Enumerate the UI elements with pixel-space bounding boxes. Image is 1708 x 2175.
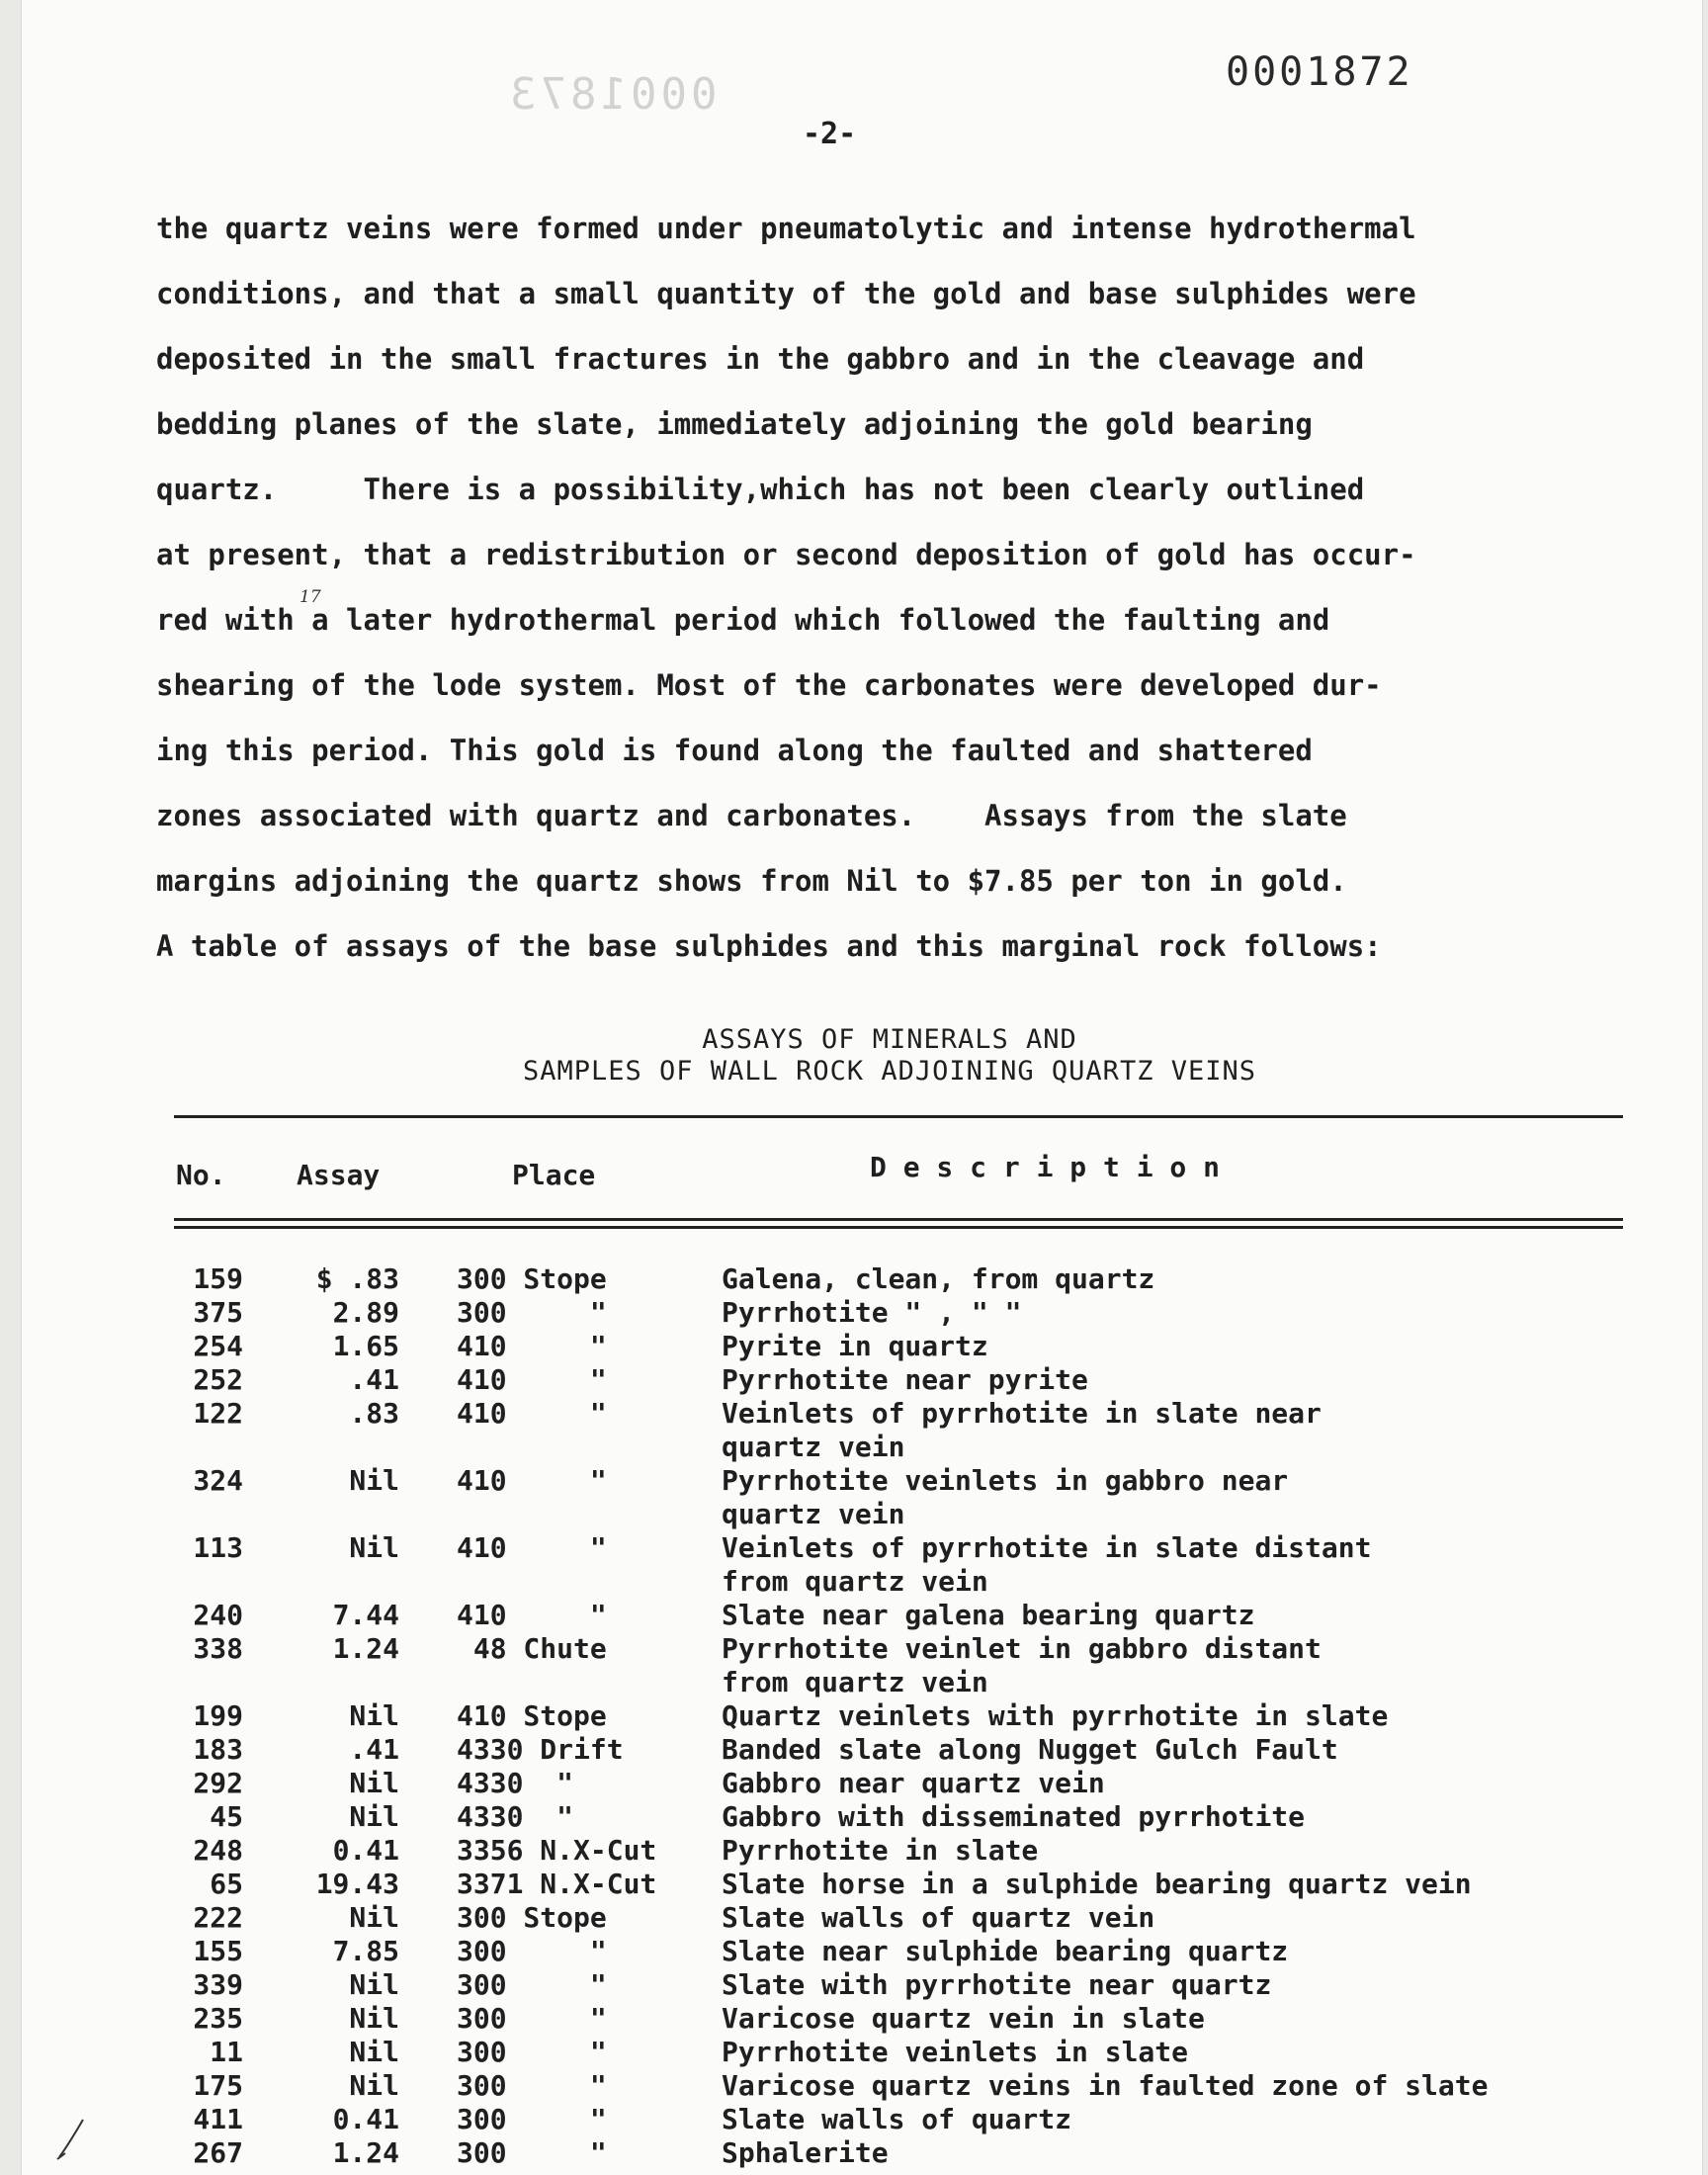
- cell-assay: Nil: [349, 1901, 399, 1934]
- table-row: [174, 1733, 1676, 1767]
- cell-place: 410 ": [457, 1531, 607, 1564]
- description-line: Pyrrhotite " , " ": [722, 1296, 1022, 1329]
- cell-place: 3356 N.X-Cut: [457, 1834, 657, 1867]
- cell-place: 300 ": [457, 2069, 607, 2102]
- cell-description: [722, 1632, 1641, 1699]
- cell-description: [722, 1901, 1641, 1935]
- description-line: Quartz veinlets with pyrrhotite in slate: [722, 1699, 1389, 1732]
- table-title-line-2: SAMPLES OF WALL ROCK ADJOINING QUARTZ VEINS: [523, 1056, 1256, 1087]
- paragraph-line: at present, that a redistribution or second deposition of gold has occur-: [156, 538, 1416, 571]
- assay-table-body: [174, 1262, 1676, 2170]
- cell-no: 45: [210, 1800, 243, 1833]
- cell-place: 4330 ": [457, 1800, 574, 1833]
- cell-place: 4330 ": [457, 1767, 574, 1799]
- description-line: Sphalerite: [722, 2136, 889, 2169]
- header-assay: Assay: [297, 1159, 381, 1191]
- cell-no: 122: [193, 1397, 243, 1430]
- header-place: Place: [512, 1159, 596, 1191]
- page-number: -2-: [803, 117, 857, 151]
- table-row: [174, 2036, 1676, 2069]
- description-line: Banded slate along Nugget Gulch Fault: [722, 1733, 1338, 1766]
- cell-no: 159: [193, 1262, 243, 1295]
- header-description: D e s c r i p t i o n: [870, 1151, 1221, 1183]
- cell-description: [722, 1599, 1641, 1632]
- table-row: [174, 1464, 1676, 1531]
- table-row: [174, 1935, 1676, 1968]
- cell-assay: 1.24: [332, 2136, 399, 2169]
- cell-no: 252: [193, 1363, 243, 1396]
- paragraph-line: zones associated with quartz and carbonates. Assays from the slate: [156, 799, 1347, 832]
- table-row: [174, 1968, 1676, 2002]
- cell-place: 300 ": [457, 2103, 607, 2135]
- description-line: Pyrrhotite near pyrite: [722, 1363, 1088, 1396]
- table-row: [174, 1834, 1676, 1868]
- cell-no: 65: [210, 1868, 243, 1900]
- cell-no: 183: [193, 1733, 243, 1766]
- description-line: Varicose quartz vein in slate: [722, 2002, 1205, 2035]
- cell-assay: 1.65: [332, 1330, 399, 1362]
- cell-assay: Nil: [349, 2036, 399, 2068]
- cell-assay: .83: [349, 1397, 399, 1430]
- header-no: No.: [176, 1159, 226, 1191]
- cell-no: 222: [193, 1901, 243, 1934]
- cell-no: 324: [193, 1464, 243, 1497]
- description-line: Pyrrhotite veinlets in slate: [722, 2036, 1189, 2068]
- cell-assay: $ .83: [315, 1262, 399, 1295]
- cell-description: [722, 1531, 1641, 1599]
- cell-place: 410 ": [457, 1397, 607, 1430]
- description-line: Veinlets of pyrrhotite in slate near: [722, 1397, 1322, 1430]
- cell-description: [722, 1935, 1641, 1968]
- cell-place: 300 ": [457, 2002, 607, 2035]
- cell-assay: .41: [349, 1363, 399, 1396]
- cell-no: 267: [193, 2136, 243, 2169]
- cell-assay: Nil: [349, 1767, 399, 1799]
- table-row: [174, 2136, 1676, 2170]
- cell-description: [722, 1363, 1641, 1397]
- cell-no: 199: [193, 1699, 243, 1732]
- cell-assay: .41: [349, 1733, 399, 1766]
- cell-assay: 7.85: [332, 1935, 399, 1967]
- table-row: [174, 2002, 1676, 2036]
- table-row: [174, 1363, 1676, 1397]
- cell-description: [722, 2036, 1641, 2069]
- description-line: Gabbro near quartz vein: [722, 1767, 1105, 1799]
- description-line: quartz vein: [722, 1498, 905, 1530]
- cell-description: [722, 1397, 1641, 1464]
- description-line: Veinlets of pyrrhotite in slate distant: [722, 1531, 1372, 1564]
- cell-assay: 0.41: [332, 2103, 399, 2135]
- cell-place: 300 ": [457, 1968, 607, 2001]
- document-number: 0001872: [1226, 49, 1413, 95]
- pencil-check-mark: [55, 2114, 115, 2163]
- table-row: [174, 1330, 1676, 1363]
- cell-no: 338: [193, 1632, 243, 1665]
- cell-no: 113: [193, 1531, 243, 1564]
- cell-description: [722, 1330, 1641, 1363]
- body-paragraph: [156, 196, 1639, 979]
- cell-description: [722, 1968, 1641, 2002]
- cell-assay: Nil: [349, 1531, 399, 1564]
- cell-description: [722, 1296, 1641, 1330]
- paragraph-line: bedding planes of the slate, immediately adjoining the gold bearing: [156, 407, 1313, 441]
- cell-place: 410 ": [457, 1330, 607, 1362]
- header-rule-2: [174, 1226, 1623, 1229]
- table-top-rule: [174, 1115, 1623, 1118]
- paragraph-line: red with a later hydrothermal period which followed the faulting and: [156, 603, 1330, 637]
- cell-assay: Nil: [349, 1800, 399, 1833]
- cell-place: 300 ": [457, 1296, 607, 1329]
- cell-place: 410 Stope: [457, 1699, 607, 1732]
- handwritten-annotation: 17: [299, 587, 321, 607]
- table-row: [174, 1262, 1676, 1296]
- table-row: [174, 1800, 1676, 1834]
- cell-no: 411: [193, 2103, 243, 2135]
- cell-place: 3371 N.X-Cut: [457, 1868, 657, 1900]
- description-line: from quartz vein: [722, 1666, 988, 1698]
- table-row: [174, 1868, 1676, 1901]
- description-line: Galena, clean, from quartz: [722, 1262, 1155, 1295]
- paragraph-line: margins adjoining the quartz shows from Nil to $7.85 per ton in gold.: [156, 864, 1347, 898]
- cell-place: 300 ": [457, 2036, 607, 2068]
- cell-no: 240: [193, 1599, 243, 1631]
- cell-description: [722, 2069, 1641, 2103]
- description-line: Pyrrhotite in slate: [722, 1834, 1039, 1867]
- table-row: [174, 2069, 1676, 2103]
- cell-no: 292: [193, 1767, 243, 1799]
- cell-assay: 19.43: [315, 1868, 399, 1900]
- cell-description: [722, 1767, 1641, 1800]
- cell-description: [722, 2002, 1641, 2036]
- cell-assay: 0.41: [332, 1834, 399, 1867]
- paragraph-line: deposited in the small fractures in the gabbro and in the cleavage and: [156, 342, 1365, 376]
- cell-description: [722, 1464, 1641, 1531]
- table-row: [174, 1632, 1676, 1699]
- cell-description: [722, 1834, 1641, 1868]
- cell-place: 48 Chute: [457, 1632, 607, 1665]
- paragraph-line: A table of assays of the base sulphides and this marginal rock follows:: [156, 929, 1382, 963]
- cell-place: 300 Stope: [457, 1901, 607, 1934]
- description-line: quartz vein: [722, 1431, 905, 1463]
- cell-assay: 1.24: [332, 1632, 399, 1665]
- cell-no: 375: [193, 1296, 243, 1329]
- table-row: [174, 1767, 1676, 1800]
- header-rule-1: [174, 1218, 1623, 1221]
- table-title: [156, 1024, 1623, 1088]
- description-line: Pyrrhotite veinlet in gabbro distant: [722, 1632, 1322, 1665]
- cell-place: 410 ": [457, 1599, 607, 1631]
- cell-place: 300 ": [457, 2136, 607, 2169]
- bleed-through-number: 0001873: [506, 69, 718, 120]
- cell-assay: 7.44: [332, 1599, 399, 1631]
- description-line: Varicose quartz veins in faulted zone of slate: [722, 2069, 1489, 2102]
- table-row: [174, 1296, 1676, 1330]
- cell-description: [722, 1800, 1641, 1834]
- cell-place: 4330 Drift: [457, 1733, 624, 1766]
- description-line: Pyrite in quartz: [722, 1330, 988, 1362]
- description-line: Slate with pyrrhotite near quartz: [722, 1968, 1272, 2001]
- cell-description: [722, 1868, 1641, 1901]
- cell-no: 248: [193, 1834, 243, 1867]
- cell-assay: 2.89: [332, 1296, 399, 1329]
- cell-assay: Nil: [349, 2002, 399, 2035]
- cell-place: 410 ": [457, 1363, 607, 1396]
- cell-assay: Nil: [349, 2069, 399, 2102]
- description-line: Pyrrhotite veinlets in gabbro near: [722, 1464, 1289, 1497]
- table-title-line-1: ASSAYS OF MINERALS AND: [702, 1024, 1077, 1055]
- table-row: [174, 1901, 1676, 1935]
- table-row: [174, 2103, 1676, 2136]
- description-line: Gabbro with disseminated pyrrhotite: [722, 1800, 1306, 1833]
- paragraph-line: ing this period. This gold is found along the faulted and shattered: [156, 734, 1313, 767]
- cell-no: 155: [193, 1935, 243, 1967]
- description-line: from quartz vein: [722, 1565, 988, 1598]
- cell-assay: Nil: [349, 1699, 399, 1732]
- cell-description: [722, 1733, 1641, 1767]
- paragraph-line: the quartz veins were formed under pneumatolytic and intense hydrothermal: [156, 212, 1416, 245]
- table-row: [174, 1599, 1676, 1632]
- description-line: Slate walls of quartz vein: [722, 1901, 1155, 1934]
- cell-description: [722, 1699, 1641, 1733]
- cell-place: 300 Stope: [457, 1262, 607, 1295]
- description-line: Slate near galena bearing quartz: [722, 1599, 1255, 1631]
- cell-no: 11: [210, 2036, 243, 2068]
- table-row: [174, 1531, 1676, 1599]
- paragraph-line: quartz. There is a possibility,which has not been clearly outlined: [156, 473, 1365, 506]
- cell-place: 410 ": [457, 1464, 607, 1497]
- cell-assay: Nil: [349, 1464, 399, 1497]
- cell-assay: Nil: [349, 1968, 399, 2001]
- cell-description: [722, 2103, 1641, 2136]
- cell-description: [722, 1262, 1641, 1296]
- cell-no: 235: [193, 2002, 243, 2035]
- table-row: [174, 1397, 1676, 1464]
- description-line: Slate near sulphide bearing quartz: [722, 1935, 1289, 1967]
- table-row: [174, 1699, 1676, 1733]
- description-line: Slate walls of quartz: [722, 2103, 1072, 2135]
- paragraph-line: conditions, and that a small quantity of the gold and base sulphides were: [156, 277, 1416, 310]
- cell-no: 175: [193, 2069, 243, 2102]
- cell-no: 254: [193, 1330, 243, 1362]
- description-line: Slate horse in a sulphide bearing quartz vein: [722, 1868, 1472, 1900]
- paragraph-line: shearing of the lode system. Most of the carbonates were developed dur-: [156, 668, 1382, 702]
- cell-description: [722, 2136, 1641, 2170]
- cell-no: 339: [193, 1968, 243, 2001]
- document-page: [22, 0, 1702, 2175]
- cell-place: 300 ": [457, 1935, 607, 1967]
